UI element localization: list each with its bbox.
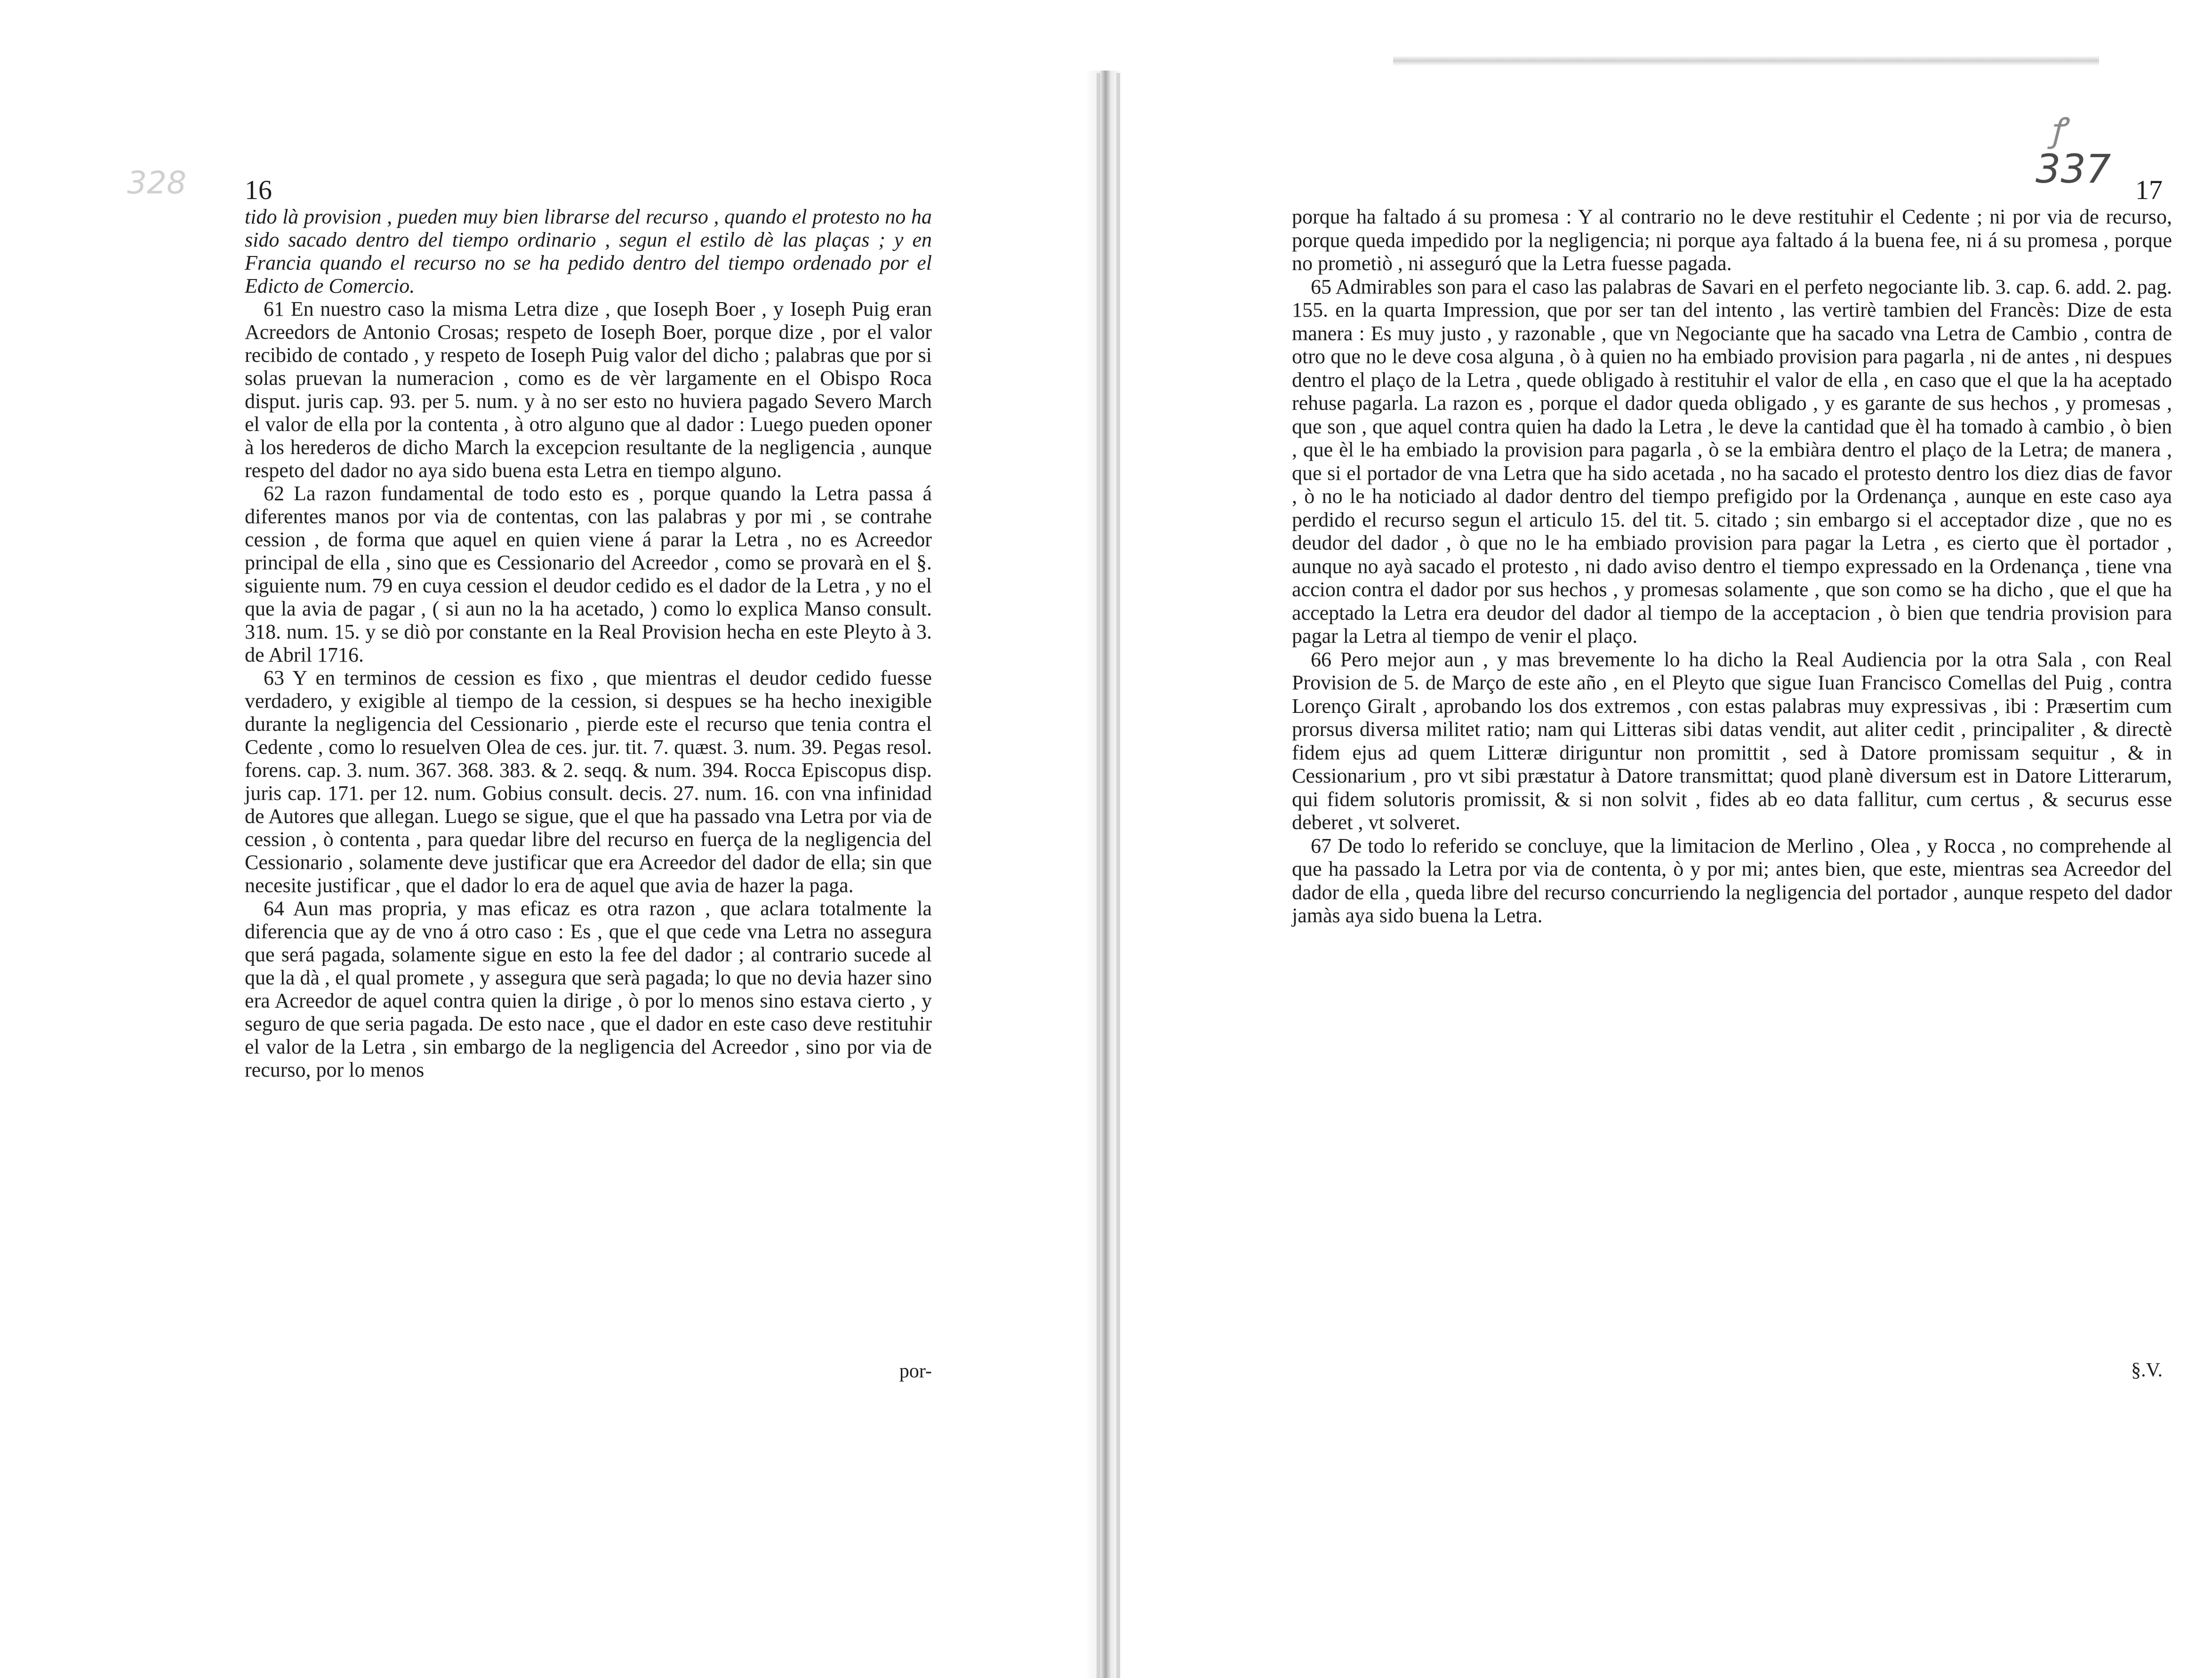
faint-handwritten-mark: 328: [127, 165, 186, 201]
left-page-edge: [1097, 73, 1100, 1678]
paragraph-64: 64 Aun mas propria, y mas eficaz es otra razon , que aclara totalmente la diferencia que ay de vno á otro caso : Es , que el que cede vna Letra no assegura que será pagada, solamente sigue en esto la fee del dador ; al contrario sucede al que la dà , el qual promete , y assegura que serà pagada; lo que no devia hazer sino era Acreedor de aquel contra quien la dirige , ò por lo menos sino estava cierto , y seguro de que seria pagada. De esto nace , que el dador en este caso deve restituhir el valor de la Letra , sin embargo de la negligencia del Acreedor , sino por via de recurso, por lo menos: [245, 897, 932, 1081]
top-fold-shadow: [1393, 56, 2099, 66]
page-number-right: 17: [2135, 175, 2163, 205]
paragraph-66: 66 Pero mejor aun , y mas brevemente lo ha dicho la Real Audiencia por la otra Sala , con Real Provision de 5. de Março de este año , en el Pleyto que sigue Iuan Francisco Comellas del Puig , contra Lorenço Giralt , aprobando los dos extremos , con estas palabras muy expressivas , ibi : Præsertim cum prorsus diversa militet ratio; nam qui Litteras sibi datas vendit, aut aliter cedit , principaliter , & directè fidem ejus ad quem Litteræ diriguntur non promittit , sed à Datore promissam sequitur , & in Cessionarium , pro vt sibi præstatur à Datore transmittat; quod planè diversum est in Datore Litterarum, qui fidem solutoris promissit, & si non solvit , fides ab eo data fallitur, cum certus , & securus esse deberet , vt solveret.: [1292, 647, 2172, 834]
paragraph-continuation: tido là provision , pueden muy bien librarse del recurso , quando el protesto no ha sido sacado dentro del tiempo ordinario , segun el estilo dè las plaças ; y en Francia quando el recurso no se ha pedido dentro del tiempo ordenado por el Edicto de Comercio.: [245, 205, 932, 297]
folio-number: 337: [2036, 146, 2111, 192]
paragraph-63: 63 Y en terminos de cession es fixo , que mientras el deudor cedido fuesse verdadero, y exigible al tiempo de la cession, si despues se ha hecho inexigible durante la negligencia del Cessionario , pierde este el recurso que tenia contra el Cedente , como lo resuelven Olea de ces. jur. tit. 7. quæst. 3. num. 39. Pegas resol. forens. cap. 3. num. 367. 368. 383. & 2. seqq. & num. 394. Rocca Episcopus disp. juris cap. 171. per 12. num. Gobius consult. decis. 27. num. 16. con vna infinidad de Autores que allegan. Luego se sigue, que el que ha passado vna Letra por via de cession , ò contenta , para quedar libre del recurso en fuerça de la negligencia del Cessionario , solamente deve justificar que era Acreedor del dador de ella; sin que necesite justificar , que el dador lo era de aquel que avia de hazer la paga.: [245, 666, 932, 897]
paragraph-61: 61 En nuestro caso la misma Letra dize , que Ioseph Boer , y Ioseph Puig eran Acreedors de Antonio Crosas; respeto de Ioseph Boer, porque dize , por el valor recibido de contado , y respeto de Ioseph Puig valor del dicho ; palabras que por si solas pruevan la numeracion , como es de vèr largamente en el Obispo Roca disput. juris cap. 93. per 5. num. y à no ser esto no huviera pagado Severo March el valor de ella por la contenta , à otro alguno que al dador : Luego pueden oponer à los herederos de dicho March la excepcion resultante de la negligencia , aunque respeto del dador no aya sido buena esta Letra en tiempo alguno.: [245, 297, 932, 482]
right-page-text: [1292, 205, 2172, 927]
catchword-right: §.V.: [2131, 1359, 2163, 1381]
folio-handwritten-mark: ꝭ: [2050, 111, 2066, 149]
page-number-left: 16: [245, 175, 272, 205]
right-page-edge: [1116, 73, 1120, 1678]
paragraph-continuation-right: porque ha faltado á su promesa : Y al contrario no le deve restituhir el Cedente ; ni por via de recurso, porque queda impedido por la negligencia; ni porque aya faltado á la buena fee, ni á su promesa , porque no prometiò , ni asseguró que la Letra fuesse pagada.: [1292, 205, 2172, 275]
paragraph-67: 67 De todo lo referido se concluye, que la limitacion de Merlino , Olea , y Rocca , no comprehende al que ha passado la Letra por via de contenta, ò y por mi; antes bien, que este, mientras sea Acreedor del dador de ella , queda libre del recurso concurriendo la negligencia del portador , aunque respeto del dador jamàs aya sido buena la Letra.: [1292, 834, 2172, 927]
paragraph-65: 65 Admirables son para el caso las palabras de Savari en el perfeto negociante lib. 3. cap. 6. add. 2. pag. 155. en la quarta Impression, que por ser tan del intento , las vertirè tambien del Francès: Dize de esta manera : Es muy justo , y razonable , que vn Negociante que ha sacado vna Letra de Cambio , contra de otro que no le deve cosa alguna , ò à quien no ha embiado provision para pagarla , ni de antes , ni despues dentro el plaço de la Letra , quede obligado à restituhir el valor de ella , en caso que el que la ha aceptado rehuse pagarla. La razon es , porque el dador queda obligado , y es garante de sus hechos , y promesas , que son , que aquel contra quien ha dado la Letra , le deve la cantidad que èl ha tomado à cambio , ò bien , que èl le ha embiado la provision para pagarla , ò se la embiàra dentro el plaço de la Letra; de manera , que si el portador de vna Letra que ha sido acetada , no ha sacado el protesto dentro los diez dias de favor , ò no le ha noticiado al dador dentro del tiempo prefigido por la Ordenança , aunque en este caso aya perdido el recurso segun el articulo 15. del tit. 5. citado ; sin embargo si el acceptador dize , que no es deudor del dador , ò que no le ha embiado provision para pagar la Letra , es cierto que èl portador , aunque no ayà sacado el protesto , ni dado aviso dentro el tiempo expressado en la Ordenança , tiene vna accion contra el dador por sus hechos , y promesas solamente , que son como se ha dicho , que el que ha acceptado la Letra era deudor del dador al tiempo de la acceptacion , ò bien que tendria provision para pagar la Letra al tiempo de venir el plaço.: [1292, 275, 2172, 647]
left-page-text: [245, 205, 932, 1081]
paragraph-62: 62 La razon fundamental de todo esto es , porque quando la Letra passa á diferentes manos por via de contentas, con las palabras y por mi , se contrahe cession , de forma que aquel en quien viene á parar la Letra , no es Acreedor principal de ella , sino que es Cessionario del Acreedor , como se provarà en el §. siguiente num. 79 en cuya cession el deudor cedido es el dador de la Letra , y no el que la avia de pagar , ( si aun no la ha acetado, ) como lo explica Manso consult. 318. num. 15. y se diò por constante en la Real Provision hecha en este Pleyto à 3. de Abril 1716.: [245, 482, 932, 666]
catchword-left: por-: [899, 1360, 932, 1382]
